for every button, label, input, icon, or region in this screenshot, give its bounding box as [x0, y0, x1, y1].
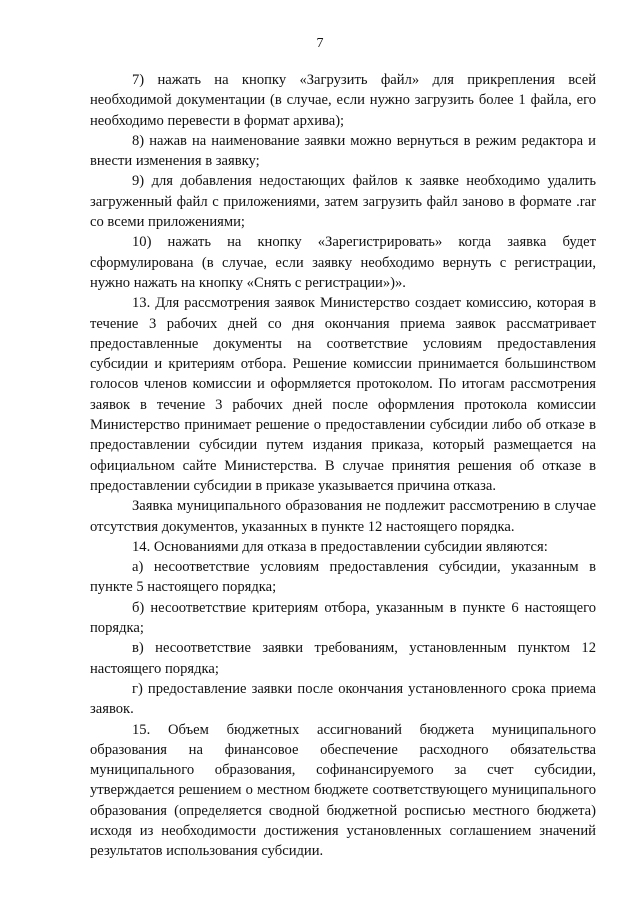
paragraph-application-not-considered: Заявка муниципального образования не подлежит рассмотрению в случае отсутствия документов, указанных в пункте 12 настоящего порядка.	[90, 498, 596, 535]
paragraph-refusal-item-a: а) несоответствие условиям предоставления субсидии, указанным в пункте 5 настоящего порядка;	[90, 559, 596, 596]
page-number: 7	[316, 36, 324, 51]
paragraph-section-15-budget-allocation: 15. Объем бюджетных ассигнований бюджета муниципального образования на финансовое обеспечение расходного обязательства муниципального образования, софинансируемого за счет субсидии, утверждается решением о местном бюджете соответствующего муниципального образования (определяется сводной бюджетной росписью местного бюджета) исходя из необходимости достижения установленных соглашением значений результатов использования субсидии.	[90, 721, 596, 860]
paragraph-item-10-register: 10) нажать на кнопку «Зарегистрировать» когда заявка будет сформулирована (в случае, если заявку необходимо вернуть с регистрации, нужно нажать на кнопку «Снять с регистрации»)».	[90, 234, 596, 291]
paragraph-item-9-add-missing-files: 9) для добавления недостающих файлов к заявке необходимо удалить загруженный файл с приложениями, затем загрузить файл заново в формате .rar со всеми приложениями;	[90, 173, 596, 231]
paragraph-item-7-upload-file: 7) нажать на кнопку «Загрузить файл» для прикрепления всей необходимой документации (в случае, если нужно загрузить более 1 файла, его необходимо перевести в формат архива);	[90, 72, 596, 129]
paragraph-section-14-refusal-grounds: 14. Основаниями для отказа в предоставлении субсидии являются:	[132, 538, 548, 555]
paragraph-section-13-commission: 13. Для рассмотрения заявок Министерство создает комиссию, которая в течение 3 рабочих дней со дня окончания приема заявок рассматривает предоставленные документы на соответствие условиям предоставления субсидии и критериям отбора. Решение комиссии принимается большинством голосов членов комиссии и оформляется протоколом. По итогам рассмотрения заявок в течение 3 рабочих дней после оформления протокола комиссии Министерство принимает решение о предоставлении субсидии либо об отказе в предоставлении субсидии путем издания приказа, который размещается на официальном сайте Министерства. В случае принятия решения об отказе в предоставлении субсидии в приказе указывается причина отказа.	[90, 295, 596, 494]
paragraph-item-8-edit-application: 8) нажав на наименование заявки можно вернуться в режим редактора и внести изменения в заявку;	[90, 132, 596, 170]
paragraph-refusal-item-v: в) несоответствие заявки требованиям, установленным пунктом 12 настоящего порядка;	[90, 640, 596, 677]
document-body	[90, 70, 596, 862]
paragraph-refusal-item-g: г) предоставление заявки после окончания установленного срока приема заявок.	[90, 680, 596, 718]
paragraph-refusal-item-b: б) несоответствие критериям отбора, указанным в пункте 6 настоящего порядка;	[90, 599, 596, 637]
